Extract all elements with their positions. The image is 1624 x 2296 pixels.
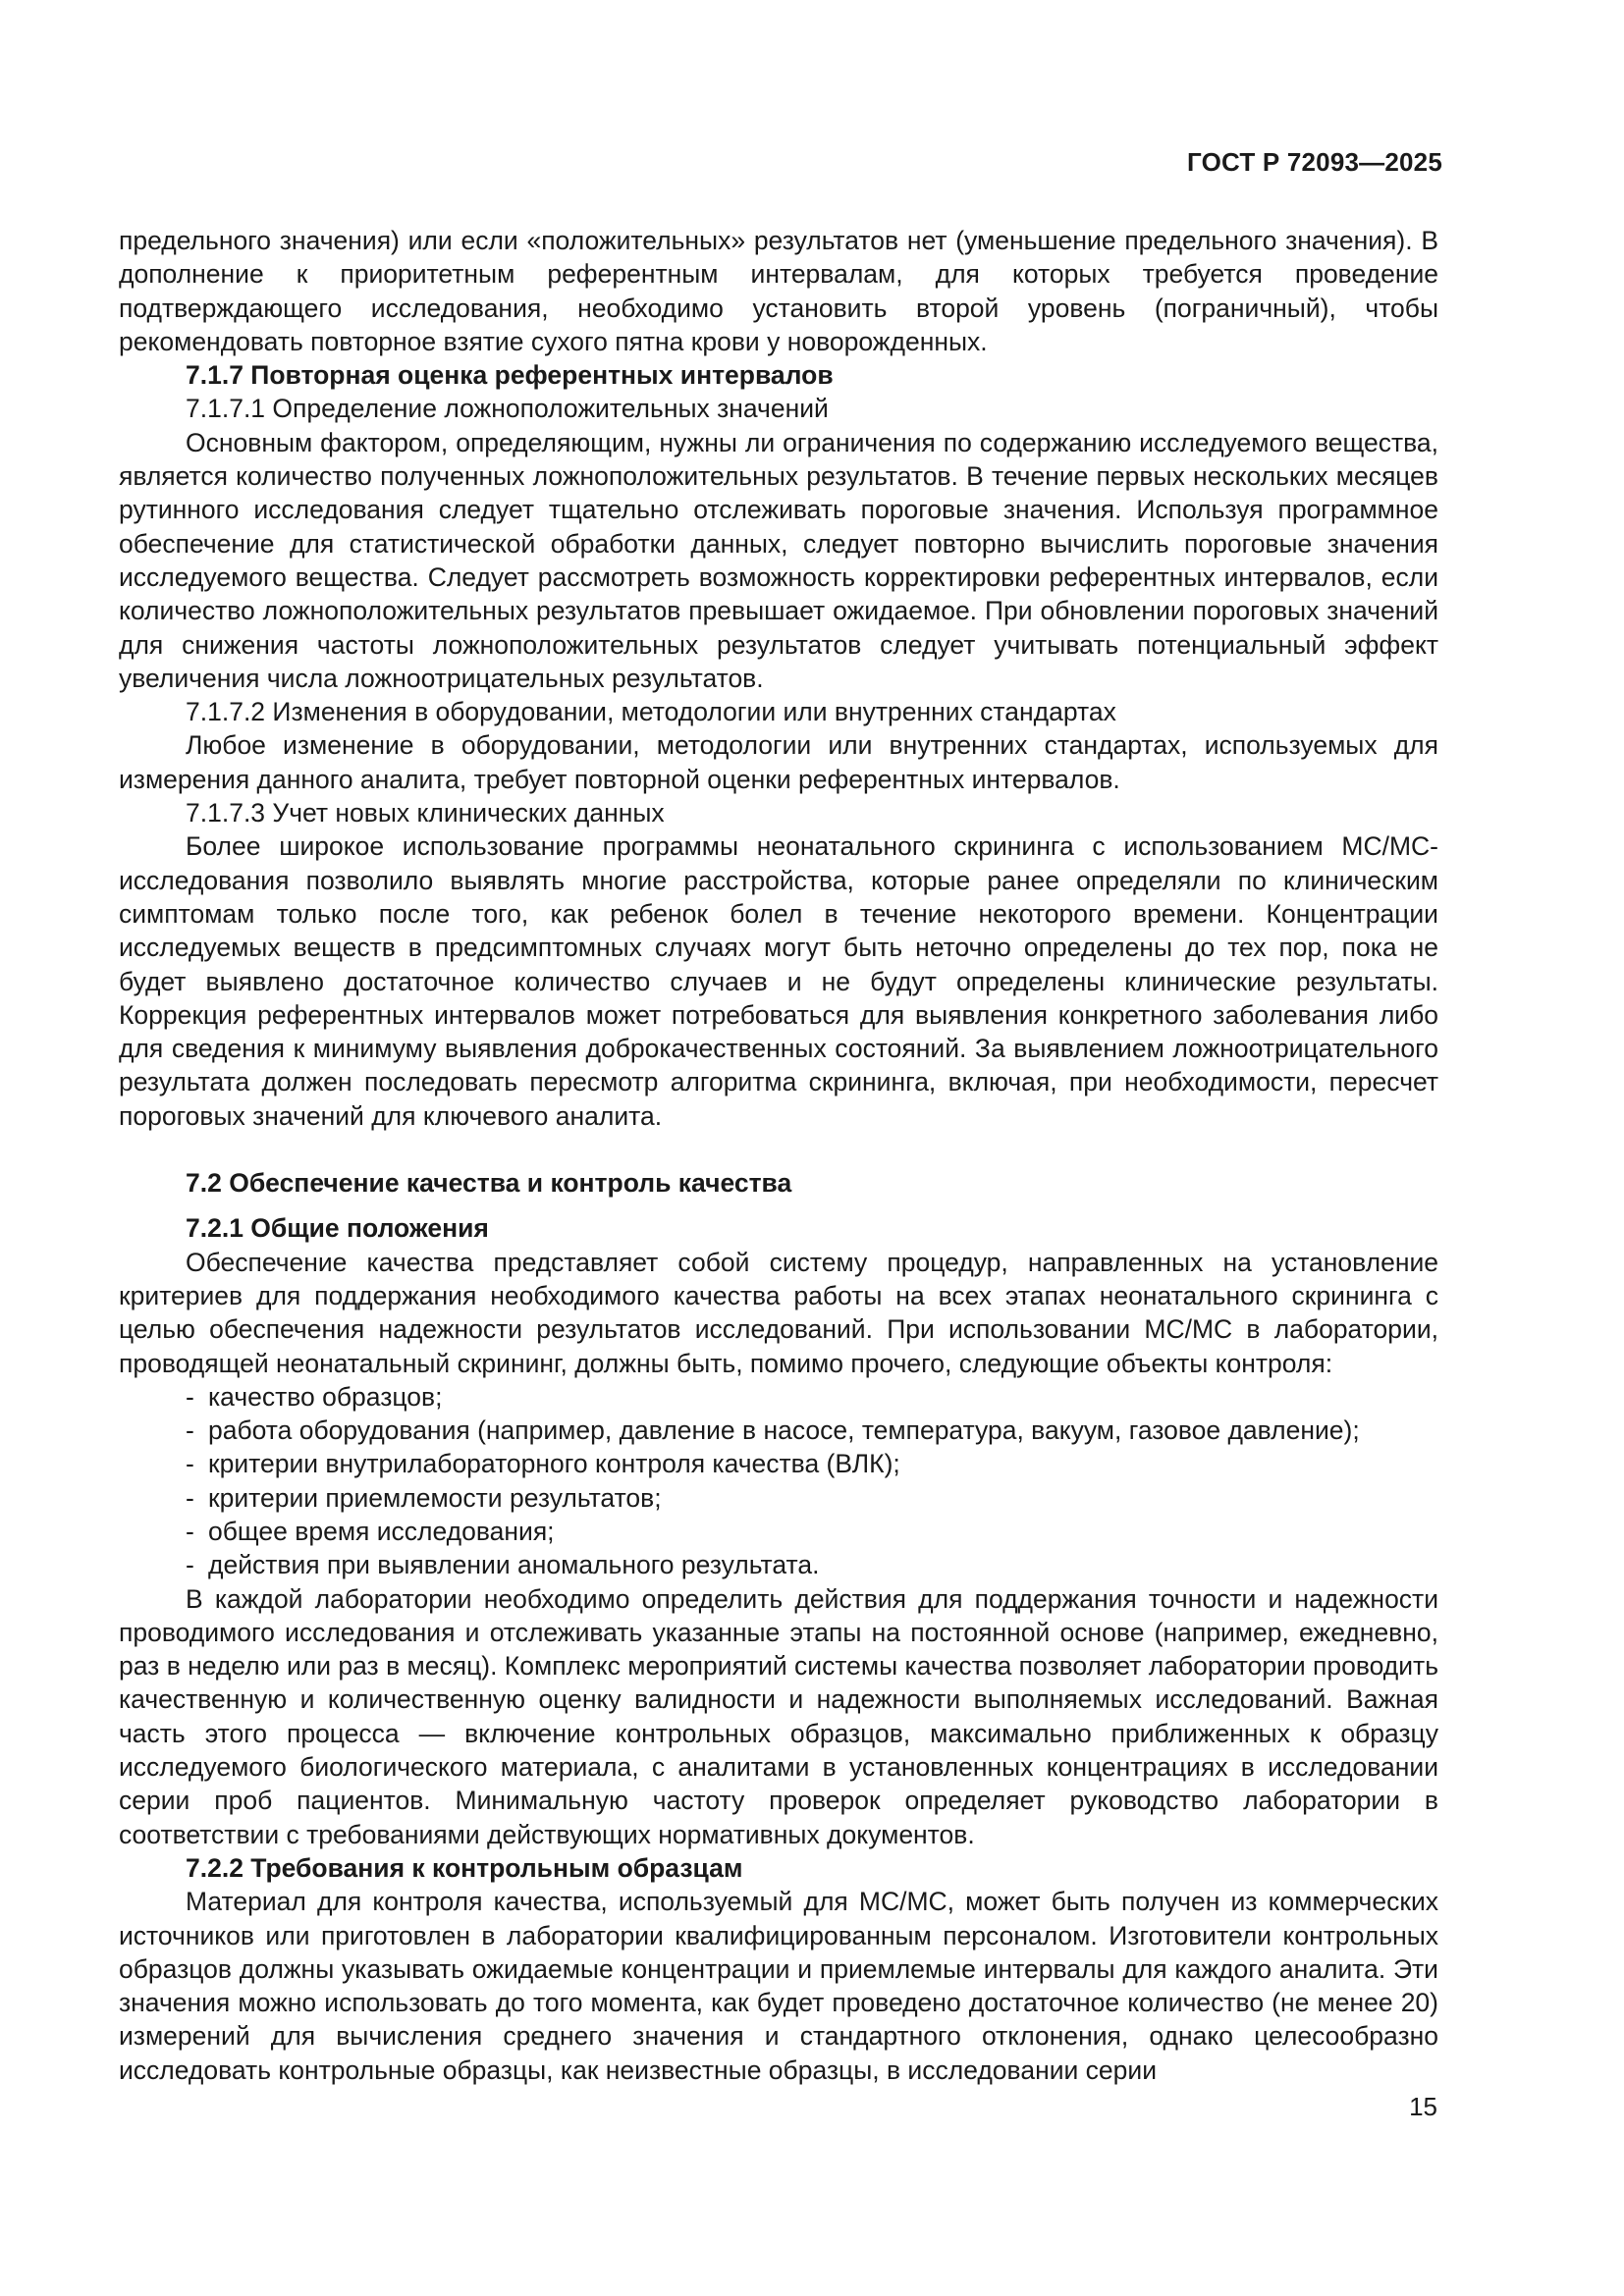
list-item: - качество образцов; [119, 1380, 1438, 1414]
list-item: - работа оборудования (например, давление в насосе, температура, вакуум, газовое давление); [119, 1414, 1438, 1447]
document-body [119, 224, 1438, 2087]
subsection-heading-7-1-7-3: 7.1.7.3 Учет новых клинических данных [186, 798, 665, 828]
paragraph-7-1-7-3: Более широкое использование программы неонатального скрининга с использованием МС/МС-исследования позволило выявлять многие расстройства, которые ранее определяли по клиническим симптомам только после того, как ребенок болел в течение некоторого времени. Концентрации исследуемых веществ в предсимптомных случаях могут быть неточно определены до тех пор, пока не будет выявлено достаточное количество случаев и не будут определены клинические результаты. Коррекция референтных интервалов может потребоваться для выявления конкретного заболевания либо для сведения к минимуму выявления доброкачественных состояний. За выявлением ложноотрицательного результата должен последовать пересмотр алгоритма скрининга, включая, при необходимости, пересчет пороговых значений для ключевого аналита. [119, 831, 1438, 1131]
subsection-heading-7-1-7-2: 7.1.7.2 Изменения в оборудовании, методологии или внутренних стандартах [186, 697, 1116, 727]
paragraph-continued: предельного значения) или если «положительных» результатов нет (уменьшение предельного значения). В дополнение к приоритетным референтным интервалам, для которых требуется проведение подтверждающего исследования, необходимо установить второй уровень (пограничный), чтобы рекомендовать повторное взятие сухого пятна крови у новорожденных. [119, 226, 1438, 356]
paragraph-7-1-7-2: Любое изменение в оборудовании, методологии или внутренних стандартах, используемых для измерения данного аналита, требует повторной оценки референтных интервалов. [119, 730, 1438, 794]
list-item: - критерии приемлемости результатов; [119, 1481, 1438, 1515]
document-code: ГОСТ Р 72093—2025 [1187, 147, 1442, 177]
paragraph-7-1-7-1: Основным фактором, определяющим, нужны ли ограничения по содержанию исследуемого вещества, является количество полученных ложноположительных результатов. В течение первых нескольких месяцев рутинного исследования следует тщательно отслеживать пороговые значения. Используя программное обеспечение для статистической обработки данных, следует повторно вычислить пороговые значения исследуемого вещества. Следует рассмотреть возможность корректировки референтных интервалов, если количество ложноположительных результатов превышает ожидаемое. При обновлении пороговых значений для снижения частоты ложноположительных результатов следует учитывать потенциальный эффект увеличения числа ложноотрицательных результатов. [119, 427, 1438, 693]
paragraph-7-2-1-b: В каждой лаборатории необходимо определить действия для поддержания точности и надежности проводимого исследования и отслеживать указанные этапы на постоянной основе (например, ежедневно, раз в неделю или раз в месяц). Комплекс мероприятий системы качества позволяет лаборатории проводить качественную и количественную оценку валидности и надежности выполняемых исследований. Важная часть этого процесса — включение контрольных образцов, максимально приближенных к образцу исследуемого биологического материала, с аналитами в установленных концентрациях в исследовании серии проб пациентов. Минимальную частоту проверок определяет руководство лаборатории в соответствии с требованиями действующих нормативных документов. [119, 1583, 1438, 1849]
section-heading-7-1-7: 7.1.7 Повторная оценка референтных интервалов [186, 360, 834, 391]
list-item: - общее время исследования; [119, 1515, 1438, 1548]
control-objects-list [119, 1380, 1438, 1582]
section-heading-7-2-2: 7.2.2 Требования к контрольным образцам [186, 1852, 743, 1883]
list-item: - действия при выявлении аномального результата. [119, 1548, 1438, 1581]
paragraph-7-2-1: Обеспечение качества представляет собой систему процедур, направленных на установление критериев для поддержания необходимого качества работы на всех этапах неонатального скрининга с целью обеспечения надежности результатов исследований. При использовании МС/МС в лаборатории, проводящей неонатальный скрининг, должны быть, помимо прочего, следующие объекты контроля: [119, 1247, 1438, 1378]
section-heading-7-2-1: 7.2.1 Общие положения [186, 1213, 489, 1244]
list-item: - критерии внутрилабораторного контроля качества (ВЛК); [119, 1447, 1438, 1480]
paragraph-7-2-2: Материал для контроля качества, используемый для МС/МС, может быть получен из коммерческих источников или приготовлен в лаборатории квалифицированным персоналом. Изготовители контрольных образцов должны указывать ожидаемые концентрации и приемлемые интервалы для каждого аналита. Эти значения можно использовать до того момента, как будет проведено достаточное количество (не менее 20) измерений для вычисления среднего значения и стандартного отклонения, однако целесообразно исследовать контрольные образцы, как неизвестные образцы, в исследовании серии [119, 1887, 1438, 2085]
section-heading-7-2: 7.2 Обеспечение качества и контроль качества [186, 1168, 792, 1199]
subsection-heading-7-1-7-1: 7.1.7.1 Определение ложноположительных значений [186, 394, 829, 424]
page-number: 15 [1409, 2092, 1437, 2121]
